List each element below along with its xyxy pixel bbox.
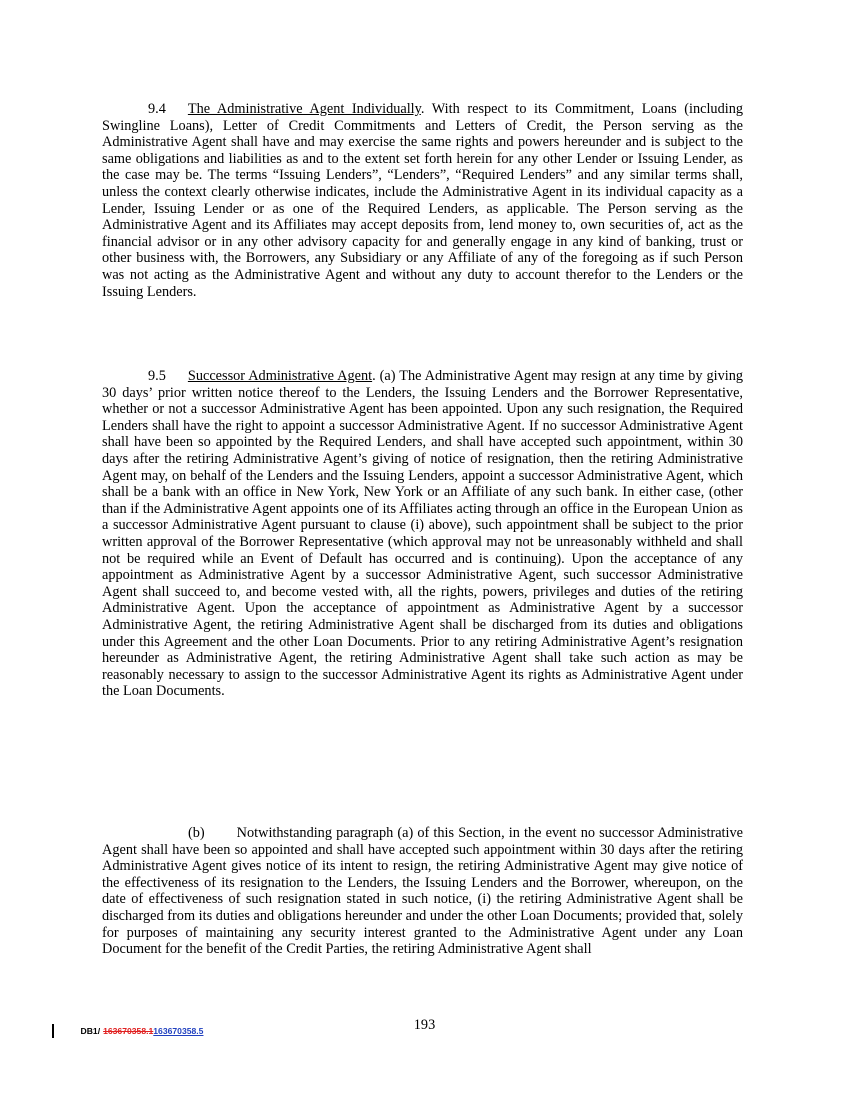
section-number: 9.4 (148, 101, 166, 117)
section-number: 9.5 (148, 368, 166, 384)
clause-b-paragraph (102, 825, 743, 958)
doc-id-prefix: DB1/ (80, 1026, 101, 1036)
section-heading: The Administrative Agent Individually (187, 101, 421, 117)
section-heading: Successor Administrative Agent (187, 368, 373, 384)
section-body-text: With respect to its Commitment, Loans (including Swingline Loans), Letter of Credit Commitments and Letters of Credit, the Person serving as the Administrative Agent shall have and may exercise the same rights and powers hereunder and is subject to the same obligations and liabilities as and to the extent set forth herein for any other Lender or Issuing Lender, as the case may be. The terms “Issuing Lenders”, “Lenders”, “Required Lenders” and any similar terms shall, unless the context clearly otherwise indicates, include the Administrative Agent in its individual capacity as a Lender, Issuing Lender or as one of the Required Lenders, as applicable. The Person serving as the Administrative Agent and its Affiliates may accept deposits from, lend money to, own securities of, act as the financial advisor or in any other advisory capacity for and generally engage in any kind of banking, trust or other business with, the Borrowers, any Subsidiary or any Affiliate of any of the foregoing as if such Person was not acting as the Administrative Agent and without any duty to account therefor to the Lenders or the Issuing Lenders. (102, 101, 743, 300)
document-footer (52, 1023, 203, 1039)
doc-id-deleted: 163670358.1 (103, 1026, 154, 1036)
heading-period: . (372, 368, 376, 384)
section-9-5-paragraph (102, 368, 743, 700)
section-9-4-paragraph (102, 101, 743, 300)
clause-number: (b) (188, 825, 205, 841)
change-bar (52, 1024, 54, 1038)
section-body-text: (a) The Administrative Agent may resign at any time by giving 30 days’ prior written notice thereof to the Lenders, the Issuing Lenders and the Borrower Representative, whether or not a successor Administrative Agent has been appointed. Upon any such resignation, the Required Lenders shall have the right to appoint a successor Administrative Agent. If no successor Administrative Agent shall have been so appointed by the Required Lenders, and shall have accepted such appointment, within 30 days after the retiring Administrative Agent’s giving of notice of resignation, then the retiring Administrative Agent may, on behalf of the Lenders and the Issuing Lenders, appoint a successor Administrative Agent, which shall be a bank with an office in New York, New York or an Affiliate of any such bank. In either case, (other than if the Administrative Agent appoints one of its Affiliates acting through an office in the European Union as a successor Administrative Agent pursuant to clause (i) above), such appointment shall be subject to the prior written approval of the Borrower Representative (which approval may not be unreasonably withheld and shall not be required while an Event of Default has occurred and is continuing). Upon the acceptance of any appointment as Administrative Agent by a successor Administrative Agent, such successor Administrative Agent shall succeed to, and become vested with, all the rights, powers, privileges and duties of the retiring Administrative Agent. Upon the acceptance of appointment as Administrative Agent by a successor Administrative Agent, the retiring Administrative Agent shall be discharged from its duties and obligations under this Agreement and the other Loan Documents. Prior to any retiring Administrative Agent’s resignation hereunder as Administrative Agent, the retiring Administrative Agent shall take such action as may be reasonably necessary to assign to the successor Administrative Agent its rights as Administrative Agent under the Loan Documents. (102, 368, 743, 700)
heading-period: . (420, 101, 425, 117)
doc-id-inserted: 163670358.5 (153, 1026, 204, 1036)
page-number: 193 (413, 1017, 436, 1033)
clause-body-text: Notwithstanding paragraph (a) of this Section, in the event no successor Administrative Agent shall have been so appointed and shall have accepted such appointment within 30 days after the retiring Administrative Agent gives notice of its intent to resign, the retiring Administrative Agent may give notice of the effectiveness of its resignation to the Lenders, the Issuing Lenders and the Borrower, whereupon, on the date of effectiveness of such resignation stated in such notice, (i) the retiring Administrative Agent shall be discharged from its duties and obligations hereunder and under the other Loan Documents; provided that, solely for purposes of maintaining any security interest granted to the Administrative Agent under any Loan Document for the benefit of the Credit Parties, the retiring Administrative Agent shall (102, 825, 743, 958)
